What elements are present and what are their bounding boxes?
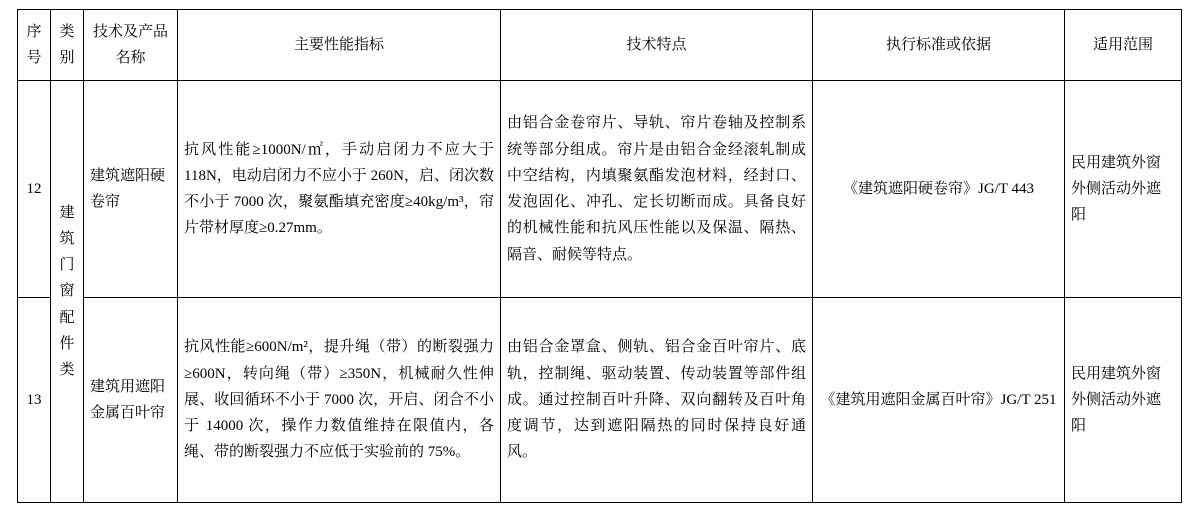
- cell-name: 建筑遮阳硬卷帘: [84, 81, 178, 298]
- cell-features: 由铝合金罩盒、侧轨、铝合金百叶帘片、底轨，控制绳、驱动装置、传动装置等部件组成。通过控制百叶升降、双向翻转及百叶角度调节，达到遮阳隔热的同时保持良好通风。: [501, 298, 813, 503]
- cell-seq: 12: [18, 81, 51, 298]
- column-header-standard: [813, 10, 1065, 81]
- table-row: [18, 81, 1182, 298]
- cell-seq: 13: [18, 298, 51, 503]
- column-header-name: [84, 10, 178, 81]
- table-header-row: [18, 10, 1182, 81]
- cell-scope: 民用建筑外窗外侧活动外遮阳: [1065, 298, 1182, 503]
- document-page: [0, 9, 1200, 507]
- cell-standard: 《建筑遮阳硬卷帘》JG/T 443: [813, 81, 1065, 298]
- column-header-performance: [178, 10, 501, 81]
- cell-performance: 抗风性能≥600N/m²，提升绳（带）的断裂强力≥600N，转向绳（带）≥350N，机械耐久性伸展、收回循环不小于 7000 次，开启、闭合不小于 14000 次，操作力数值维持在限值内，各绳、带的断裂强力不应低于实验前的 75%。: [178, 298, 501, 503]
- column-header-name-label: 技术及产品名称: [92, 23, 168, 66]
- table-body: [18, 81, 1182, 503]
- cell-standard: 《建筑用遮阳金属百叶帘》JG/T 251: [813, 298, 1065, 503]
- cell-category: 建筑门窗配件类: [51, 81, 84, 503]
- column-header-features-label: 技术特点: [626, 36, 687, 53]
- column-header-standard-label: 执行标准或依据: [885, 36, 991, 53]
- cell-performance: 抗风性能≥1000N/㎡，手动启闭力不应大于 118N，电动启闭力不应小于 260N，启、闭次数不小于 7000 次，聚氨酯填充密度≥40kg/m³，帘片带材厚度≥0.27mm。: [178, 81, 501, 298]
- column-header-category: [51, 10, 84, 81]
- column-header-scope: [1065, 10, 1182, 81]
- table-row: [18, 298, 1182, 503]
- table-header: [18, 10, 1182, 81]
- cell-features: 由铝合金卷帘片、导轨、帘片卷轴及控制系统等部分组成。帘片是由铝合金经滚轧制成中空结构，内填聚氨酯发泡材料，经封口、发泡固化、冲孔、定长切断而成。具备良好的机械性能和抗风压性能以及保温、隔热、隔音、耐候等特点。: [501, 81, 813, 298]
- column-header-performance-label: 主要性能指标: [293, 36, 384, 53]
- column-header-features: [501, 10, 813, 81]
- cell-name: 建筑用遮阳金属百叶帘: [84, 298, 178, 503]
- column-header-scope-label: 适用范围: [1092, 36, 1153, 53]
- specification-table: [17, 9, 1182, 503]
- cell-scope: 民用建筑外窗外侧活动外遮阳: [1065, 81, 1182, 298]
- column-header-seq: [18, 10, 51, 81]
- column-header-seq-label: 序号: [26, 23, 42, 66]
- column-header-category-label: 类别: [59, 23, 75, 66]
